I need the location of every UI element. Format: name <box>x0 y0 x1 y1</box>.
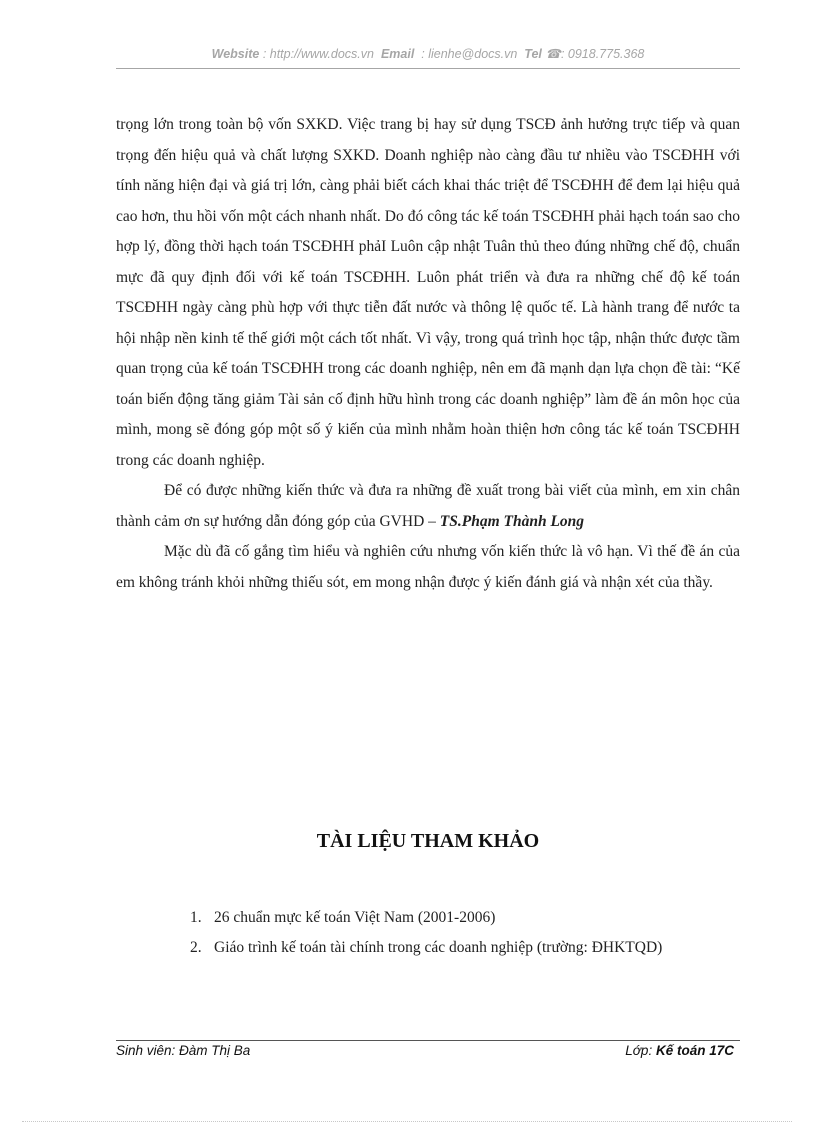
reference-text: Giáo trình kế toán tài chính trong các doanh nghiệp (trường: ĐHKTQD) <box>214 939 663 956</box>
page-bottom-border <box>22 1121 792 1122</box>
page-header <box>116 46 740 68</box>
paragraph-3: Mặc dù đã cố gắng tìm hiểu và nghiên cứu nhưng vốn kiến thức là vô hạn. Vì thế đề án của em không tránh khỏi những thiếu sót, em mong nhận được ý kiến đánh giá và nhận xét của thầy. <box>116 543 740 591</box>
website-label: Website <box>211 47 260 61</box>
tel-label: Tel <box>524 47 542 61</box>
paragraph-1: trọng lớn trong toàn bộ vốn SXKD. Việc trang bị hay sử dụng TSCĐ ảnh hưởng trực tiếp và quan trọng đến hiệu quả và chất lượng SXKD. Doanh nghiệp nào càng đầu tư nhiều vào TSCĐHH với tính năng hiện đại và giá trị lớn, càng phải biết cách khai thác triệt để TSCĐHH để đem lại hiệu quả cao hơn, thu hồi vốn một cách nhanh nhất. Do đó công tác kế toán TSCĐHH phải hạch toán sao cho hợp lý, đồng thời hạch toán TSCĐHH phảI Luôn cập nhật Tuân thủ theo đúng những chế độ, chuẩn mực đã quy định đối với kế toán TSCĐHH. Luôn phát triển và đưa ra những chế độ kế toán TSCĐHH ngày càng phù hợp với thực tiễn đất nước và thông lệ quốc tế. Là hành trang để nước ta hội nhập nền kinh tế thế giới một cách tốt nhất. Vì vậy, trong quá trình học tập, nhận thức được tầm quan trọng của kế toán TSCĐHH trong các doanh nghiệp, nên em đã mạnh dạn lựa chọn đề tài: “Kế toán biến động tăng giảm Tài sản cố định hữu hình trong các doanh nghiệp” làm đề án môn học của mình, mong sẽ đóng góp một số ý kiến của mình nhằm hoàn thiện hơn công tác kế toán TSCĐHH trong các doanh nghiệp. <box>116 116 740 469</box>
reference-text: 26 chuẩn mực kế toán Việt Nam (2001-2006) <box>214 909 496 926</box>
reference-number: 2. <box>190 939 202 956</box>
references-title: TÀI LIỆU THAM KHẢO <box>316 830 540 852</box>
header-divider <box>116 68 740 69</box>
class-label: Lớp: <box>625 1043 653 1058</box>
email-value: : lienhe@docs.vn <box>421 47 518 61</box>
reference-item <box>190 933 750 963</box>
reference-item <box>190 903 750 933</box>
reference-number: 1. <box>190 909 202 926</box>
student-name: Sinh viên: Đàm Thị Ba <box>116 1043 251 1058</box>
footer-divider <box>116 1040 740 1041</box>
body-text <box>116 110 740 598</box>
class-value: Kế toán 17C <box>655 1043 734 1058</box>
email-label: Email <box>380 47 415 61</box>
paragraph-2 <box>116 476 740 537</box>
telephone-icon: ☎ <box>545 47 561 61</box>
advisor-name: TS.Phạm Thành Long <box>439 512 585 530</box>
class-info <box>625 1043 734 1058</box>
paragraph-2-text: Để có được những kiến thức và đưa ra những đề xuất trong bài viết của mình, em xin chân thành cảm ơn sự hướng dẫn đóng góp của GVHD – <box>116 482 740 530</box>
website-value: : http://www.docs.vn <box>262 47 374 61</box>
references-list <box>190 903 750 963</box>
tel-value: : 0918.775.368 <box>560 47 645 61</box>
